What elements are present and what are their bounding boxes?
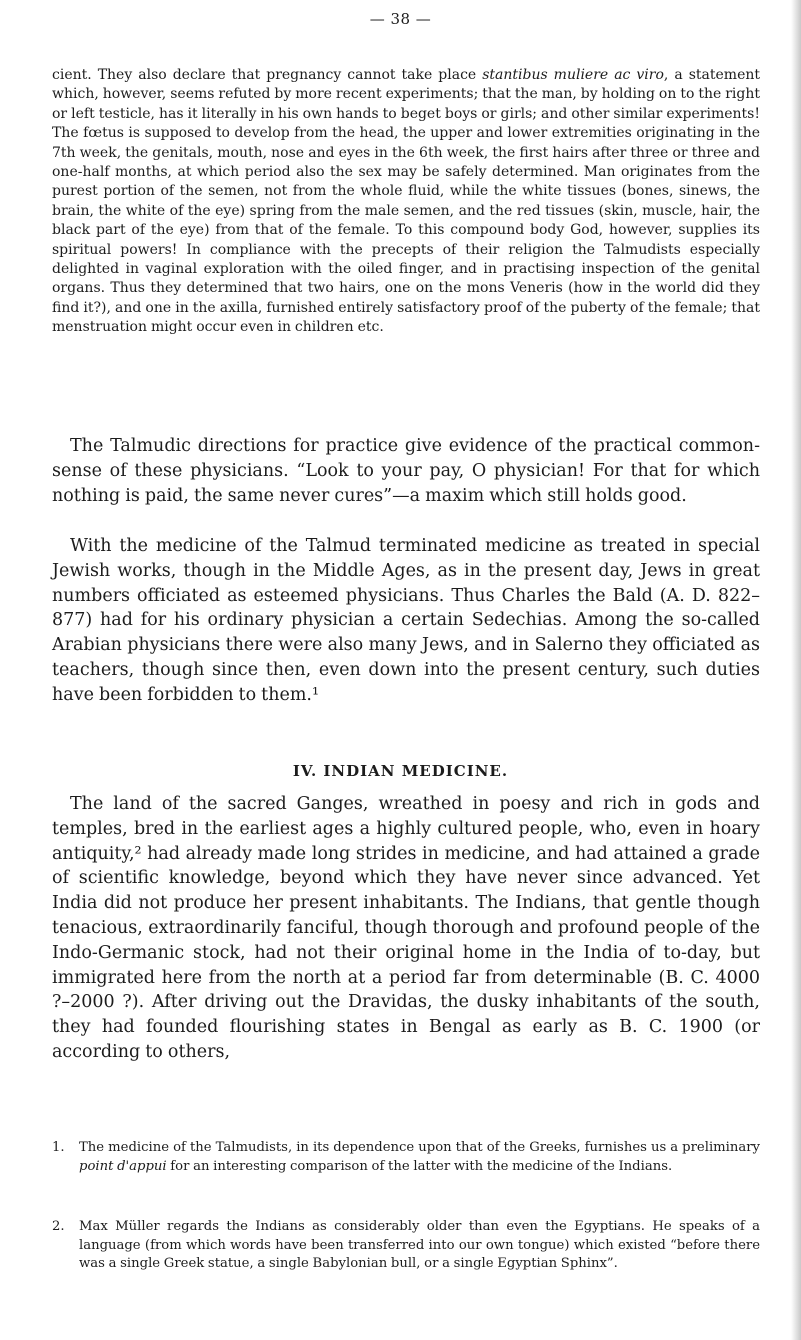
section-heading: IV. INDIAN MEDICINE. (292, 762, 509, 780)
paragraph-indian-medicine: The land of the sacred Ganges, wreathed in poesy and rich in gods and temples, bred in the earliest ages a highly cultured people, who, even in hoary antiquity,² had already made long strides in medicine, and had attained a grade of scientific knowledge, beyond which they have never since advanced. Yet India did not produce her present inhabitants. The Indians, that gentle though tenacious, extraordinarily fanciful, though thorough and profound people of the Indo-Germanic stock, had not their original home in the India of to-day, but immigrated here from the north at a period far from determinable (B. C. 4000 ?–2000 ?). After driving out the Dravidas, the dusky inhabitants of the south, they had founded flourishing states in Bengal as early as B. C. 1900 (or according to others, (52, 794, 760, 1062)
footnote (52, 1139, 760, 1176)
french-phrase: point d'appui (79, 1158, 167, 1174)
footnote (52, 1218, 760, 1274)
footnote-text: Max Müller regards the Indians as considerably older than even the Egyptians. He speaks of a language (from which words have been transferred into our own tongue) which existed “before there was a single Greek statue, a single Babylonian bull, or a single Egyptian Sphinx”. (79, 1219, 760, 1272)
latin-phrase: stantibus muliere ac viro (482, 67, 664, 83)
page-number: — 38 — (369, 10, 432, 28)
paragraph-talmud-embryology (52, 66, 760, 338)
paragraph-talmudic-directions: The Talmudic directions for practice give evidence of the practical common-sense of these physicians. “Look to your pay, O physician! For that for which nothing is paid, the same never cures”—a maxim which still holds good. (52, 436, 760, 506)
paragraph-text: cient. They also declare that pregnancy cannot take place stantibus muliere ac viro, a statement which, however, seems refuted by more recent experiments; that the man, by holding on to the right or left testicle, has it literally in his own hands to beget boys or girls; and other similar experiments! The fœtus is supposed to develop from the head, the upper and lower extremities originating in the 7th week, the genitals, mouth, nose and eyes in the 6th week, the first hairs after three or three and one-half months, at which period also the sex may be safely determined. Man originates from the purest portion of the semen, not from the whole fluid, while the white tissues (bones, sinews, the brain, the white of the eye) spring from the male semen, and the red tissues (skin, muscle, hair, the black part of the eye) from that of the female. To this compound body God, however, supplies its spiritual powers! In compliance with the precepts of their religion the Talmudists especially delighted in vaginal exploration with the oiled finger, and in practising inspection of the genital organs. Thus they determined that two hairs, one on the mons Veneris (how in the world did they find it?), and one in the axilla, furnished entirely satisfactory proof of the puberty of the female; that menstruation might occur even in children etc. (52, 67, 761, 336)
paragraph-jewish-physicians: With the medicine of the Talmud terminated medicine as treated in special Jewish works, though in the Middle Ages, as in the present day, Jews in great numbers officiated as esteemed physicians. Thus Charles the Bald (A. D. 822–877) had for his ordinary physician a certain Sedechias. Among the so-called Arabian physicians there were also many Jews, and in Salerno they officiated as teachers, though since then, even down into the present century, such duties have been forbidden to them.¹ (52, 536, 760, 705)
page-edge-shadow (791, 0, 801, 1340)
footnote-number: 1. (52, 1140, 65, 1155)
footnote-number: 2. (52, 1219, 65, 1234)
footnote-text: The medicine of the Talmudists, in its dependence upon that of the Greeks, furnishes us a preliminary point d'appui for an interesting comparison of the latter with the medicine of the Indians. (79, 1140, 760, 1174)
